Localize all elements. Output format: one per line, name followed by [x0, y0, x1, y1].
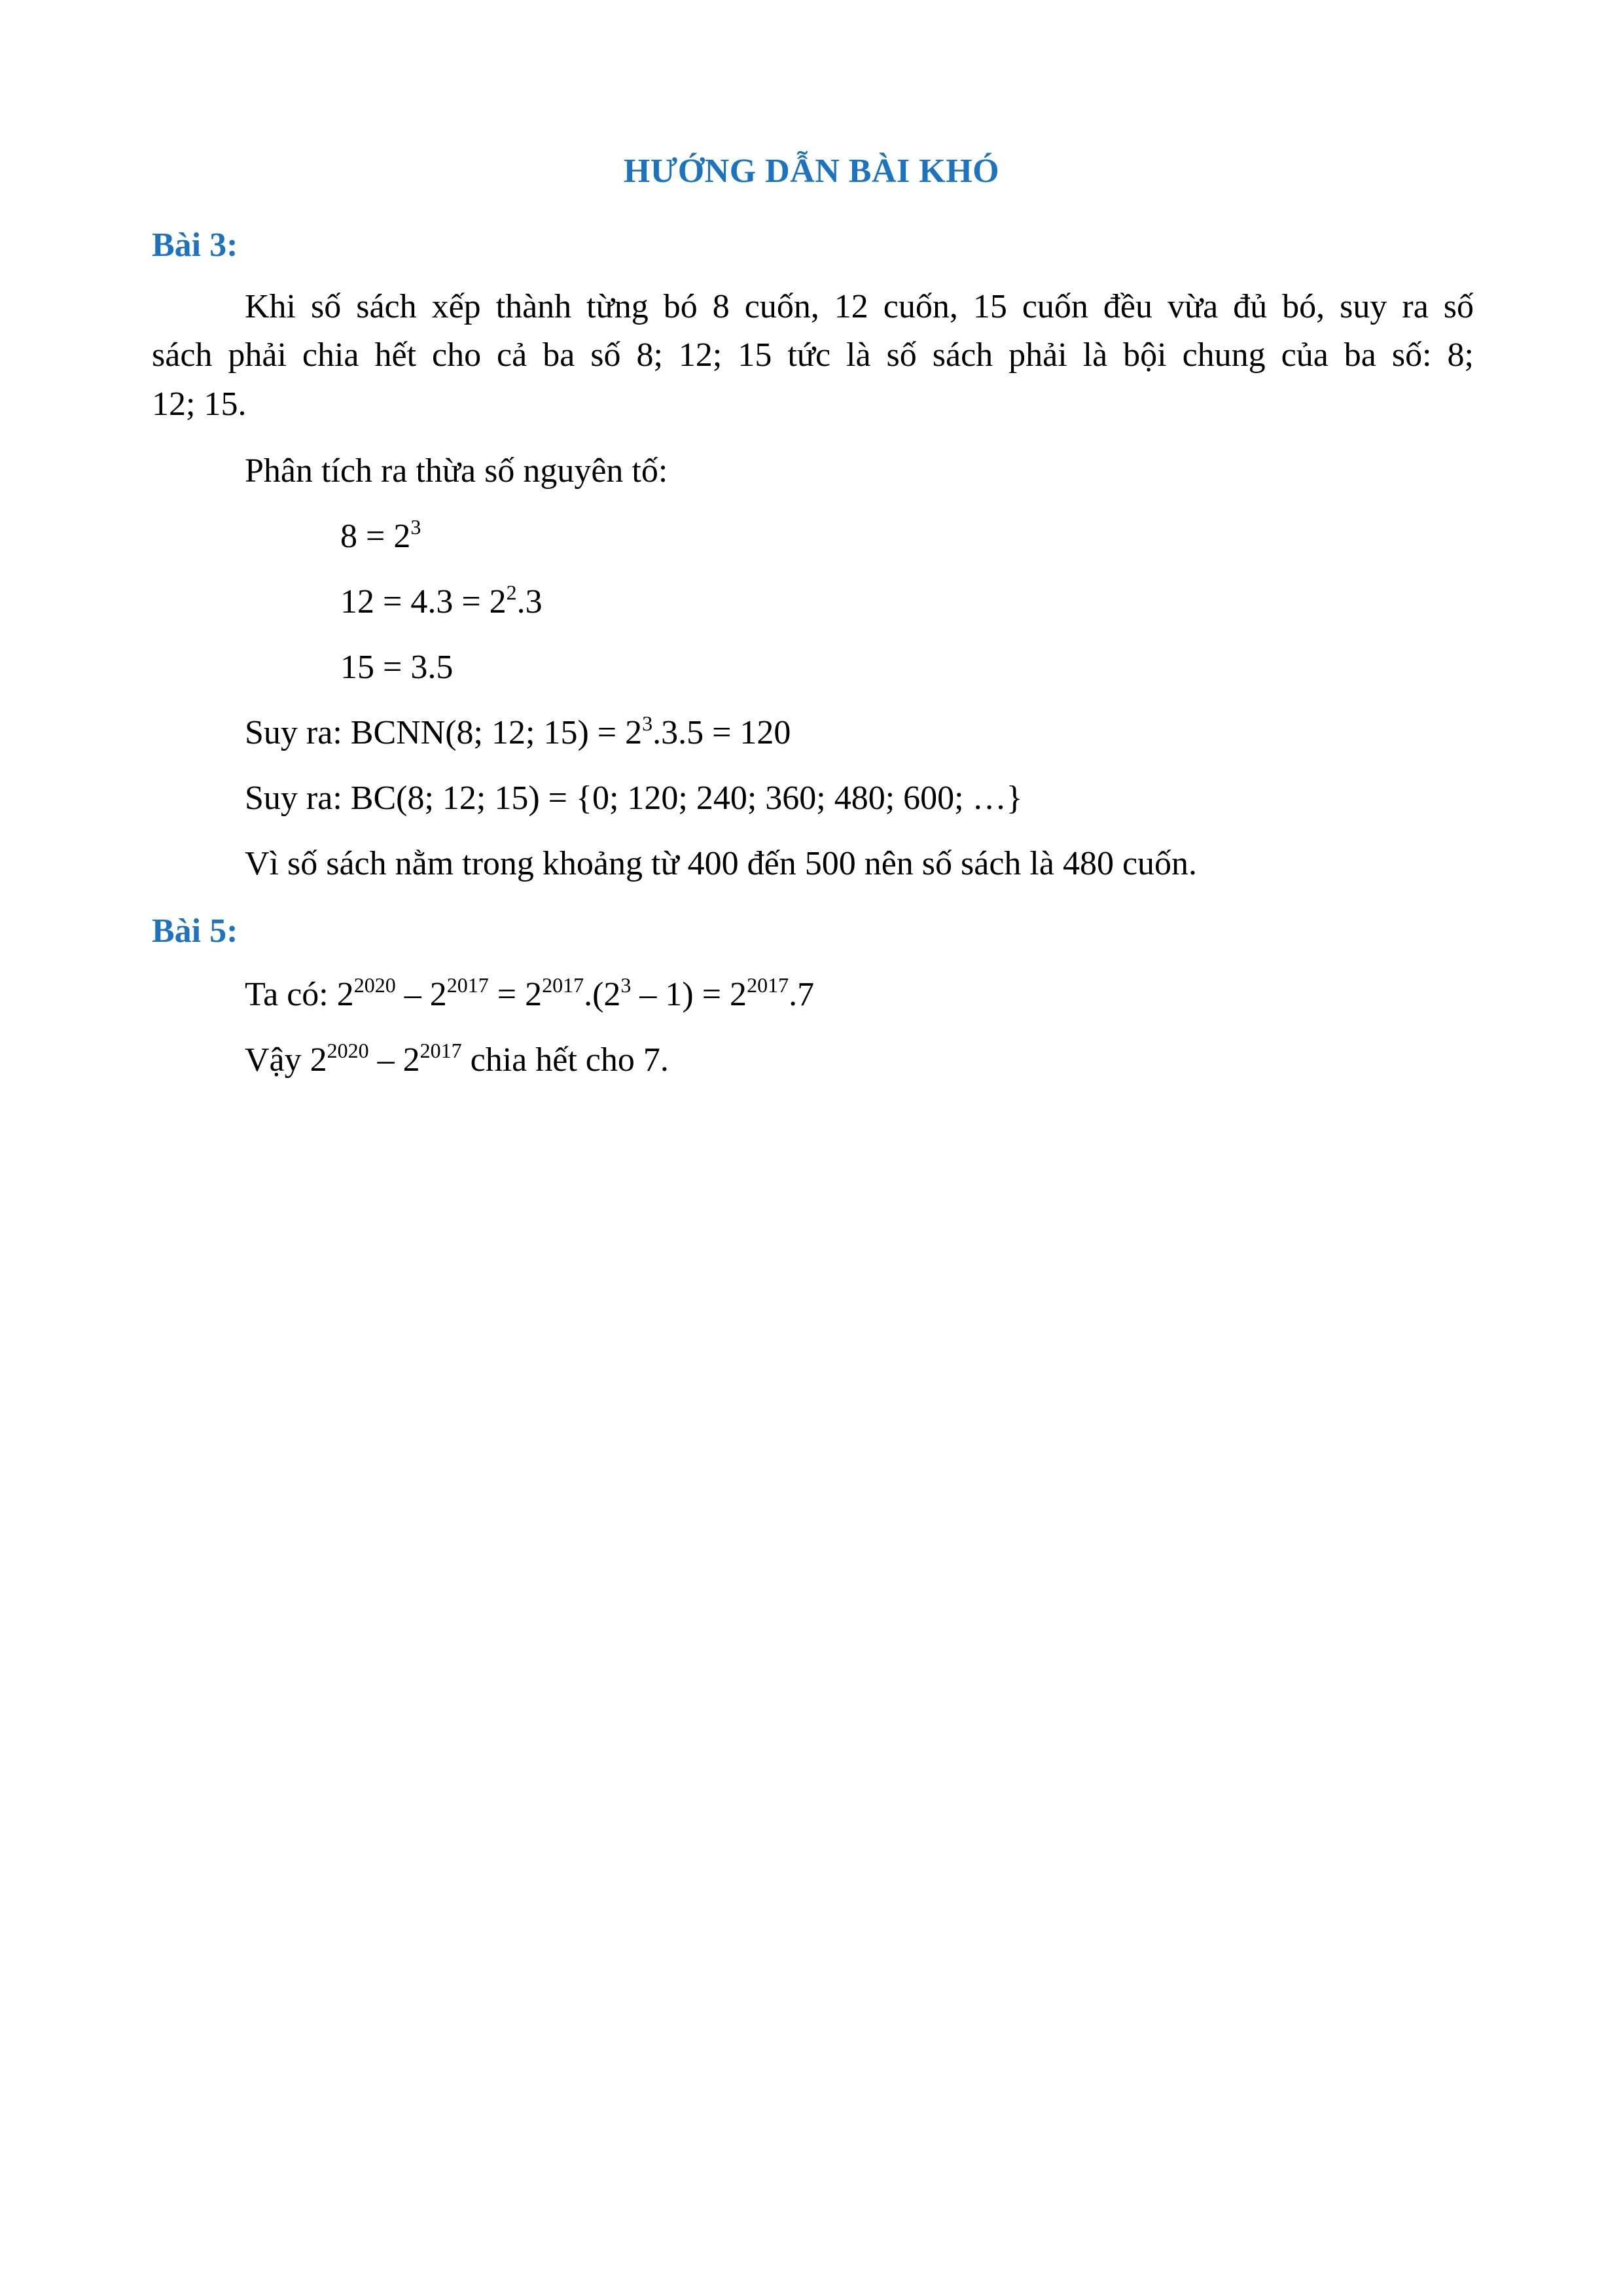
equation-12-tail: .3 [516, 583, 543, 620]
ex5-l1-part-1: Ta có: 2 [245, 976, 354, 1013]
exercise-5-line-2 [245, 1041, 669, 1080]
exercise-3-paragraph-line-2: sách phải chia hết cho cả ba số 8; 12; 15 tức là số sách phải là bội chung của ba số: 8; [152, 336, 1474, 374]
ex5-l1-exp-5: 2017 [747, 973, 789, 997]
exercise-5-line-1 [245, 975, 814, 1014]
exercise-5-heading: Bài 5: [152, 912, 238, 950]
ex5-l1-part-6: .7 [789, 976, 815, 1013]
common-multiples-statement: Suy ra: BC(8; 12; 15) = {0; 120; 240; 360; 480; 600; …} [245, 780, 1023, 817]
ex5-l1-part-3: = 2 [488, 976, 543, 1013]
exercise-3-conclusion: Vì số sách nằm trong khoảng từ 400 đến 500 nên số sách là 480 cuốn. [245, 845, 1198, 882]
equation-12 [340, 583, 543, 622]
exercise-3-heading: Bài 3: [152, 226, 238, 264]
equation-12-exponent: 2 [506, 581, 517, 604]
ex5-l1-part-5: – 1) = 2 [631, 976, 747, 1013]
ex5-l2-exp-2: 2017 [419, 1039, 462, 1062]
ex5-l1-exp-1: 2020 [353, 973, 396, 997]
ex5-l1-part-4: .(2 [584, 976, 621, 1013]
ex5-l1-part-2: – 2 [395, 976, 447, 1013]
exercise-3-paragraph-line-1: Khi số sách xếp thành từng bó 8 cuốn, 12 cuốn, 15 cuốn đều vừa đủ bó, suy ra số [245, 288, 1474, 325]
ex5-l2-part-1: Vậy 2 [245, 1041, 327, 1079]
ex5-l1-exp-4: 3 [620, 973, 632, 997]
equation-8-exponent: 3 [410, 515, 421, 539]
ex5-l1-exp-2: 2017 [446, 973, 489, 997]
equation-8-base: 8 = 2 [340, 518, 411, 555]
ex5-l1-exp-3: 2017 [542, 973, 584, 997]
equation-15: 15 = 3.5 [340, 649, 454, 686]
lcm-statement [245, 713, 791, 753]
lcm-statement-base: Suy ra: BCNN(8; 12; 15) = 2 [245, 714, 643, 751]
lcm-statement-exponent: 3 [642, 711, 653, 735]
factorization-intro: Phân tích ra thừa số nguyên tố: [245, 452, 668, 490]
ex5-l2-exp-1: 2020 [327, 1039, 369, 1062]
page-title: HƯỚNG DẪN BÀI KHÓ [623, 152, 1000, 190]
ex5-l2-part-3: chia hết cho 7. [461, 1041, 669, 1079]
ex5-l2-part-2: – 2 [368, 1041, 420, 1079]
equation-8 [340, 517, 421, 556]
exercise-3-paragraph-line-3: 12; 15. [152, 386, 247, 423]
equation-12-base: 12 = 4.3 = 2 [340, 583, 507, 620]
lcm-statement-tail: .3.5 = 120 [652, 714, 791, 751]
